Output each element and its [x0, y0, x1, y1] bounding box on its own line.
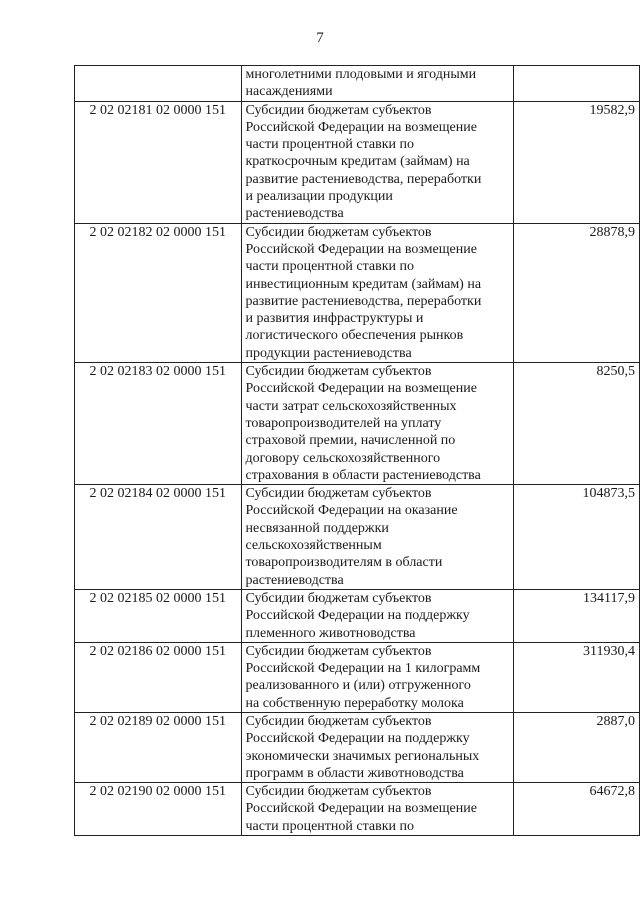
amount-cell: [513, 66, 639, 102]
description-line: продукции растениеводства: [245, 345, 412, 361]
budget-code-cell: [75, 66, 242, 102]
description-line: племенного животноводства: [245, 625, 416, 641]
description-line: Российской Федерации на 1 килограмм: [245, 661, 481, 677]
amount-cell: 64672,8: [513, 783, 639, 836]
description-line: программ в области животноводства: [245, 765, 464, 781]
amount-cell: 104873,5: [513, 485, 639, 590]
table-row: [75, 223, 640, 362]
description-line: части процентной ставки по: [245, 818, 414, 834]
table-row: [75, 642, 640, 712]
description-line: и реализации продукции: [245, 189, 393, 205]
amount-cell: 134117,9: [513, 589, 639, 642]
description-cell: [241, 101, 513, 223]
description-line: насаждениями: [245, 84, 333, 100]
description-cell: [241, 223, 513, 362]
description-line: Российской Федерации на возмещение: [245, 119, 477, 135]
description-line: Субсидии бюджетам субъектов: [245, 486, 432, 502]
amount-cell: 28878,9: [513, 223, 639, 362]
description-line: Субсидии бюджетам субъектов: [245, 713, 432, 729]
budget-code-cell: 2 02 02190 02 0000 151: [75, 783, 242, 836]
description-line: Российской Федерации на возмещение: [245, 381, 477, 397]
description-line: развитие растениеводства, переработки: [245, 171, 482, 187]
description-line: страхования в области растениеводства: [245, 467, 481, 483]
description-line: товаропроизводителей на уплату: [245, 415, 442, 431]
description-line: Российской Федерации на поддержку: [245, 608, 470, 624]
table-row: [75, 783, 640, 836]
table-row: [75, 712, 640, 782]
description-line: части затрат сельскохозяйственных: [245, 398, 457, 414]
description-cell: [241, 485, 513, 590]
amount-cell: 8250,5: [513, 363, 639, 485]
amount-cell: 2887,0: [513, 712, 639, 782]
description-line: товаропроизводителям в области: [245, 555, 443, 571]
table-row: [75, 485, 640, 590]
table-row: [75, 66, 640, 102]
budget-code-cell: 2 02 02189 02 0000 151: [75, 712, 242, 782]
description-line: логистического обеспечения рынков: [245, 328, 464, 344]
budget-code-cell: 2 02 02184 02 0000 151: [75, 485, 242, 590]
description-line: части процентной ставки по: [245, 259, 414, 275]
description-cell: [241, 642, 513, 712]
description-line: Субсидии бюджетам субъектов: [245, 102, 432, 118]
description-line: растениеводства: [245, 572, 344, 588]
description-line: Субсидии бюджетам субъектов: [245, 364, 432, 380]
description-line: Субсидии бюджетам субъектов: [245, 784, 432, 800]
table-row: [75, 589, 640, 642]
description-line: Российской Федерации на возмещение: [245, 801, 477, 817]
description-line: Российской Федерации на оказание: [245, 503, 458, 519]
budget-code-cell: 2 02 02186 02 0000 151: [75, 642, 242, 712]
description-cell: [241, 783, 513, 836]
budget-table: [74, 65, 640, 836]
description-line: краткосрочным кредитам (займам) на: [245, 154, 470, 170]
description-line: реализованного и (или) отгруженного: [245, 678, 471, 694]
amount-cell: 19582,9: [513, 101, 639, 223]
table-row: [75, 363, 640, 485]
description-line: многолетними плодовыми и ягодными: [245, 67, 477, 82]
description-cell: [241, 589, 513, 642]
description-line: несвязанной поддержки: [245, 520, 389, 536]
description-line: сельскохозяйственным: [245, 538, 382, 554]
description-line: экономически значимых региональных: [245, 748, 480, 764]
budget-code-cell: 2 02 02183 02 0000 151: [75, 363, 242, 485]
description-line: Субсидии бюджетам субъектов: [245, 590, 432, 606]
budget-code-cell: 2 02 02181 02 0000 151: [75, 101, 242, 223]
budget-code-cell: 2 02 02185 02 0000 151: [75, 589, 242, 642]
description-line: договору сельскохозяйственного: [245, 450, 441, 466]
description-line: Российской Федерации на возмещение: [245, 241, 477, 257]
description-cell: [241, 363, 513, 485]
description-line: развитие растениеводства, переработки: [245, 293, 482, 309]
description-cell: [241, 712, 513, 782]
budget-code-cell: 2 02 02182 02 0000 151: [75, 223, 242, 362]
description-line: растениеводства: [245, 206, 344, 222]
description-line: Субсидии бюджетам субъектов: [245, 643, 432, 659]
amount-cell: 311930,4: [513, 642, 639, 712]
description-line: инвестиционным кредитам (займам) на: [245, 276, 482, 292]
page-number: 7: [316, 30, 324, 46]
description-line: части процентной ставки по: [245, 137, 414, 153]
table-body: [75, 66, 640, 836]
description-line: на собственную переработку молока: [245, 695, 464, 711]
description-cell: [241, 66, 513, 102]
description-line: и развития инфраструктуры и: [245, 311, 424, 327]
table-row: [75, 101, 640, 223]
description-line: Российской Федерации на поддержку: [245, 731, 470, 747]
description-line: Субсидии бюджетам субъектов: [245, 224, 432, 240]
description-line: страховой премии, начисленной по: [245, 433, 456, 449]
